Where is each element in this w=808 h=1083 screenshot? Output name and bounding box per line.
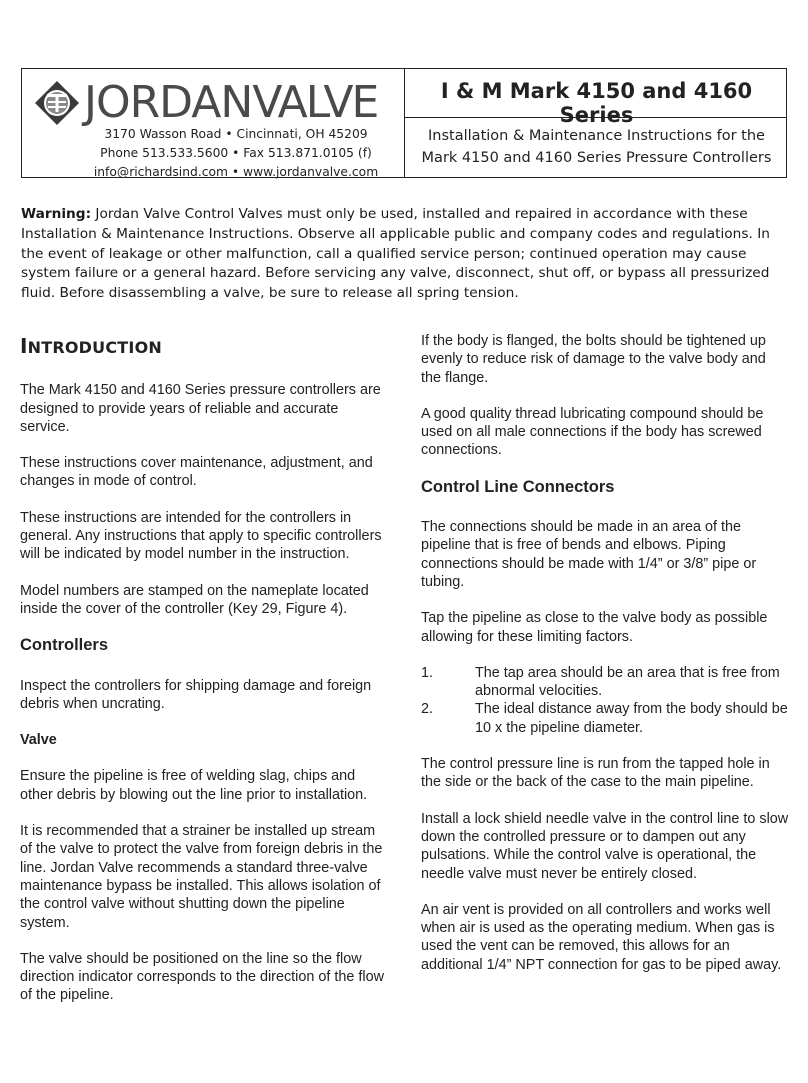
valve-paragraph-2: It is recommended that a strainer be installed up stream of the valve to protect the valve from foreign debris in the line. Jordan Valve recommends a standard three-valve maintenance bypass be installed. This allows isolation of the control valve without shutting down the pipeline system.: [20, 823, 383, 931]
document-subtitle: Installation & Maintenance Instructions for the Mark 4150 and 4160 Series Pressure Controllers: [421, 128, 772, 166]
connectors-paragraph-5: An air vent is provided on all controllers and works well when air is used as the operating medium. When gas is used the vent can be removed, this allows for an additional 1/4” NPT connection for gas to be piped away.: [421, 901, 782, 973]
list-item: 2. The ideal distance away from the body should be 10 x the pipeline diameter.: [421, 701, 788, 736]
valve-paragraph-3: The valve should be positioned on the line so the flow direction indicator corresponds to the direction of the flow of the pipeline.: [20, 950, 384, 1004]
connectors-paragraph-4: Install a lock shield needle valve in the control line to slow down the controlled pressure or to dampen out any pulsations. While the control valve is operational, the needle valve must never be entirely closed.: [421, 810, 789, 882]
intro-paragraph-4: Model numbers are stamped on the nameplate located inside the cover of the controller (Key 29, Figure 4).: [20, 582, 369, 617]
controllers-paragraph-1: Inspect the controllers for shipping damage and foreign debris when uncrating.: [20, 677, 372, 712]
document-header: [21, 68, 787, 178]
valve-paragraph-1: Ensure the pipeline is free of welding slag, chips and other debris by blowing out the line prior to installation.: [20, 768, 368, 803]
contact-info: [76, 125, 396, 182]
intro-paragraph-1: The Mark 4150 and 4160 Series pressure controllers are designed to provide years of reliable and accurate service.: [20, 382, 381, 435]
valve-diamond-icon: [34, 80, 80, 126]
jordan-valve-logo: [34, 77, 377, 129]
connectors-paragraph-1: The connections should be made in an area of the pipeline that is free of bends and elbows. Piping connections should be made with 1/4” or 3/8” pipe or tubing.: [421, 519, 757, 590]
warning-notice: [21, 205, 781, 304]
intro-paragraph-2: These instructions cover maintenance, adjustment, and changes in mode of control.: [20, 455, 373, 490]
introduction-heading: INTRODUCTION: [20, 334, 162, 358]
control-line-connectors-heading: Control Line Connectors: [421, 477, 615, 496]
right-column: [421, 332, 789, 992]
address: 3170 Wasson Road • Cincinnati, OH 45209: [104, 127, 368, 141]
email-website: info@richardsind.com • www.jordanvalve.com: [93, 165, 379, 179]
left-column: [20, 334, 388, 1023]
brand-wordmark: JORDANVALVE: [84, 77, 378, 128]
connectors-paragraph-2: Tap the pipeline as close to the valve body as possible allowing for these limiting factors.: [421, 610, 768, 645]
limiting-factors-list: [421, 664, 789, 737]
lubricant-paragraph: A good quality thread lubricating compound should be used on all male connections if the body has screwed connections.: [421, 405, 764, 459]
flange-paragraph: If the body is flanged, the bolts should be tightened up evenly to reduce risk of damage to the valve body and the flange.: [421, 333, 766, 386]
warning-text: Jordan Valve Control Valves must only be used, installed and repaired in accordance with these Installation & Maintenance Instructions. Observe all applicable public and company codes and regulations. In the event of leakage or other malfunction, call a qualified service person; continued operation may cause system failure or a general hazard. Before servicing any valve, disconnect, shut off, or bypass all pressurized fluid. Before disassembling a valve, be sure to release all spring tension.: [21, 206, 770, 302]
controllers-heading: Controllers: [20, 636, 109, 655]
connectors-paragraph-3: The control pressure line is run from the tapped hole in the side or the back of the case to the main pipeline.: [421, 756, 770, 791]
list-item: 1. The tap area should be an area that is free from abnormal velocities.: [421, 664, 780, 700]
warning-label: Warning:: [21, 206, 92, 222]
valve-subheading: Valve: [20, 732, 57, 749]
phone-fax: Phone 513.533.5600 • Fax 513.871.0105 (f): [100, 146, 372, 160]
series-title: I & M Mark 4150 and 4160 Series: [440, 79, 753, 127]
intro-paragraph-3: These instructions are intended for the controllers in general. Any instructions that apply to specific controllers will be indicated by model number in the instruction.: [20, 509, 382, 563]
